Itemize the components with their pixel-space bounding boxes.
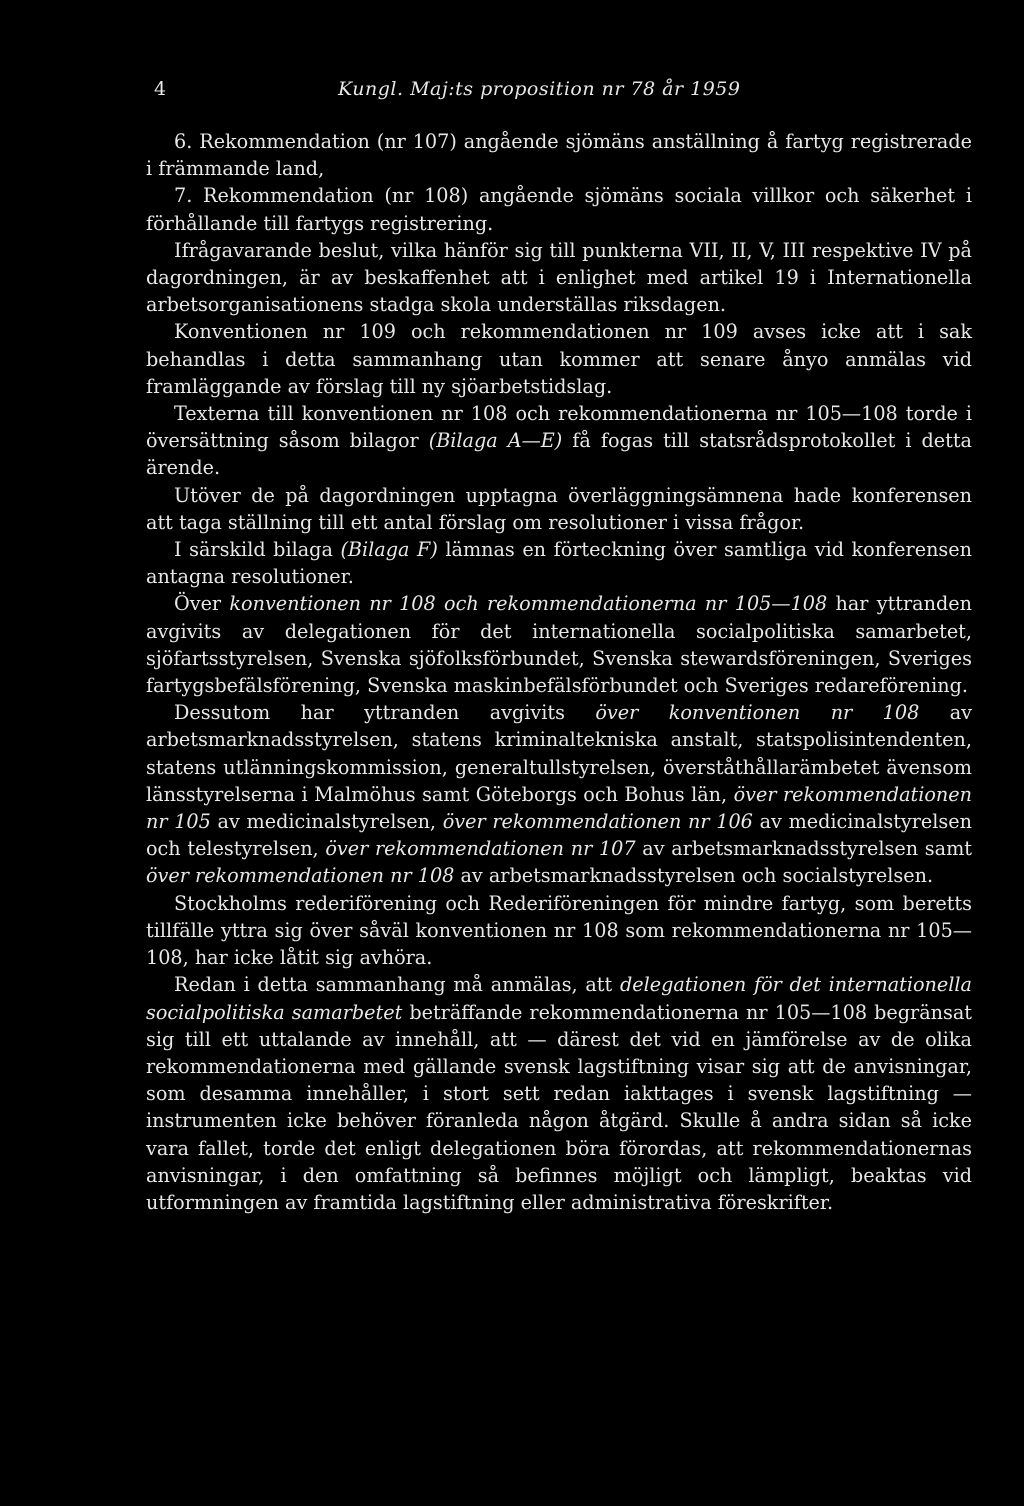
- italic-text-run: över konventionen nr 108: [595, 701, 920, 725]
- page-number: 4: [154, 78, 167, 100]
- italic-text-run: (Bilaga A—E): [428, 429, 563, 453]
- paragraph: [146, 971, 972, 1216]
- paragraph: [146, 318, 972, 400]
- italic-text-run: över rekommendationen nr 105: [146, 782, 972, 834]
- text-run: Konventionen nr 109 och rekommendationen nr 109 avses icke att i sak behandlas i detta sammanhang utan kommer att senare ånyo anmälas vid framläggande av förslag till ny sjöarbetstidslag.: [146, 320, 972, 398]
- italic-text-run: (Bilaga F): [340, 538, 438, 562]
- paragraph: [146, 482, 972, 536]
- page-header: [146, 78, 972, 110]
- italic-text-run: delegationen för det internationella socialpolitiska samarbetet: [146, 973, 972, 1024]
- italic-text-run: konventionen nr 108 och rekommendationerna nr 105—108: [229, 592, 828, 616]
- document-page: [146, 78, 972, 1216]
- text-run: av medicinalstyrelsen,: [210, 810, 443, 834]
- paragraph: [146, 699, 972, 889]
- text-run: Dessutom har yttranden avgivits: [174, 701, 596, 725]
- italic-text-run: över rekommendationen nr 108: [146, 864, 455, 888]
- text-run: Stockholms rederiförening och Rederiföreningen för mindre fartyg, som beretts tillfälle yttra sig över såväl konventionen nr 108 som rekommendationerna nr 105—108, har icke låtit sig avhöra.: [146, 891, 972, 970]
- text-run: beträffande rekommendationerna nr 105—108 begränsat sig till ett uttalande av innehåll, att — därest det vid en jämförelse av de olika rekommendationerna med gällande svensk lagstiftning visar sig att de anvisningar, som desamma innehåller, i stort sett redan iakttages i svensk lagstiftning — instrumenten icke behöver föranleda någon åtgärd. Skulle å andra sidan så icke vara fallet, torde det enligt delegationen böra förordas, att rekommendationernas anvisningar, i den omfattning så befinnes möjligt och lämpligt, beaktas vid utformningen av framtida lagstiftning eller administrativa föreskrifter.: [146, 1000, 972, 1214]
- text-run: 7. Rekommendation (nr 108) angående sjömäns sociala villkor och säkerhet i förhållande till fartygs registrering.: [146, 184, 972, 235]
- italic-text-run: över rekommendationen nr 106: [442, 810, 753, 834]
- body-text: [146, 128, 972, 1216]
- paragraph: [146, 890, 972, 972]
- paragraph: [146, 182, 972, 236]
- text-run: av arbetsmarknadsstyrelsen, statens kriminaltekniska anstalt, statspolisintendenten, statens utlänningskommission, generaltullstyrelsen, överståthållarämbetet ävensom länsstyrelserna i Malmöhus samt Göteborgs och Bohus län,: [146, 701, 972, 806]
- text-run: av medicinalstyrelsen och telestyrelsen,: [146, 810, 972, 861]
- text-run: lämnas en förteckning över samtliga vid konferensen antagna resolutioner.: [146, 538, 972, 589]
- paragraph: [146, 237, 972, 319]
- text-run: få fogas till statsrådsprotokollet i detta ärende.: [146, 429, 972, 480]
- text-run: Ifrågavarande beslut, vilka hänför sig till punkterna VII, II, V, III respektive IV på dagordningen, är av beskaffenhet att i enlighet med artikel 19 i Internationella arbetsorganisationens stadga skola underställas riksdagen.: [146, 238, 972, 317]
- text-run: av arbetsmarknadsstyrelsen och socialstyrelsen.: [454, 864, 934, 888]
- paragraph: [146, 400, 972, 482]
- text-run: Utöver de på dagordningen upptagna överläggningsämnena hade konferensen att taga ställning till ett antal förslag om resolutioner i vissa frågor.: [146, 483, 972, 534]
- running-title: Kungl. Maj:ts proposition nr 78 år 1959: [338, 78, 741, 100]
- text-run: I särskild bilaga: [174, 538, 341, 562]
- paragraph: [146, 128, 972, 182]
- text-run: Texterna till konventionen nr 108 och rekommendationerna nr 105—108 torde i översättning såsom bilagor: [146, 402, 972, 453]
- italic-text-run: över rekommendationen nr 107: [325, 837, 636, 861]
- text-run: har yttranden avgivits av delegationen för det internationella socialpolitiska samarbetet, sjöfartsstyrelsen, Svenska sjöfolksförbundet, Svenska stewardsföreningen, Sveriges fartygsbefälsförening, Svenska maskinbefälsförbundet och Sveriges redareförening.: [146, 592, 972, 698]
- text-run: Redan i detta sammanhang må anmälas, att: [174, 973, 620, 997]
- paragraph: [146, 590, 972, 699]
- text-run: 6. Rekommendation (nr 107) angående sjömäns anställning å fartyg registrerade i främmande land,: [146, 130, 972, 181]
- text-run: Över: [174, 592, 230, 616]
- text-run: av arbetsmarknadsstyrelsen samt: [635, 837, 972, 861]
- paragraph: [146, 536, 972, 590]
